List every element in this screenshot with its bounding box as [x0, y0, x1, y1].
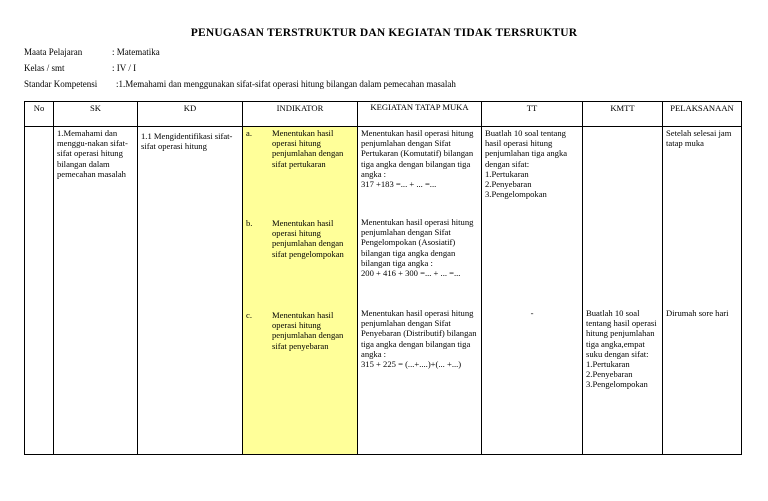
kmtt-item-1: 1.Pertukaran: [586, 359, 630, 370]
meta-subject-label: Maata Pelajaran: [24, 47, 83, 57]
cell-indikator: [243, 127, 358, 455]
cell-sk: 1.Memahami dan menggu-nakan sifat-sifat operasi hitung bilangan dalam pemecahan masalah: [54, 127, 138, 455]
table-header-row: [25, 102, 742, 127]
kegiatan-c: [361, 308, 478, 369]
meta-class: [24, 63, 136, 74]
header-kmtt: KMTT: [583, 102, 663, 127]
kegiatan-b: [361, 217, 478, 308]
header-tt: TT: [482, 102, 583, 127]
meta-class-value: : IV / I: [112, 63, 137, 73]
indikator-c-text: Menentukan hasil operasi hitung penjumlahan dengan sifat penyebaran: [272, 310, 344, 351]
indikator-b-letter: b.: [246, 218, 253, 228]
cell-kmtt: [583, 127, 663, 455]
pelaksanaan-2: Dirumah sore hari: [666, 308, 729, 318]
cell-pelaksanaan: [663, 127, 742, 455]
header-no: No: [25, 102, 54, 127]
cell-tt: [482, 127, 583, 455]
kegiatan-b-example: 200 + 416 + 300 =... + ... =...: [361, 268, 461, 279]
meta-competency: [24, 79, 456, 90]
indikator-a-letter: a.: [246, 128, 252, 138]
assignment-table: [24, 101, 742, 455]
indikator-a-text: Menentukan hasil operasi hitung penjumlahan dengan sifat pertukaran: [272, 128, 344, 169]
cell-kegiatan: [358, 127, 482, 455]
kegiatan-a: [361, 128, 478, 217]
meta-class-label: Kelas / smt: [24, 63, 65, 73]
tt-intro: Buatlah 10 soal tentang hasil operasi hitung penjumlahan tiga angka dengan sifat:: [485, 128, 568, 169]
kmtt-item-2: 2.Penyebaran: [586, 369, 633, 380]
indikator-c-letter: c.: [246, 310, 252, 320]
kegiatan-b-text: Menentukan hasil operasi hitung penjumlahan dengan Sifat Pengelompokan (Asosiatif) bilangan tiga angka dengan bilangan tiga angka :: [361, 217, 474, 268]
kd-text: 1.1 Mengidentifikasi sifat-sifat operasi hitung: [141, 131, 233, 152]
kegiatan-a-text: Menentukan hasil operasi hitung penjumlahan dengan Sifat Pertukaran (Komutatif) bilangan tiga angka dengan bilangan tiga angka :: [361, 128, 474, 179]
kmtt-intro: Buatlah 10 soal tentang hasil operasi hitung penjumlahan tiga angka,empat suku dengan sifat:: [586, 308, 657, 359]
header-indikator: INDIKATOR: [243, 102, 358, 127]
indikator-c: [243, 309, 357, 351]
tt-dash: -: [530, 308, 534, 318]
cell-no: [25, 127, 54, 455]
indikator-a: [243, 127, 357, 217]
kegiatan-c-example: 315 + 225 = (...+....)+(... +...): [361, 359, 462, 370]
meta-subject: [24, 47, 160, 58]
indikator-b: [243, 217, 357, 309]
meta-competency-label: Standar Kompetensi: [24, 79, 98, 89]
kegiatan-c-text: Menentukan hasil operasi hitung penjumlahan dengan Sifat Penyebaran (Distributif) bilangan tiga angka dengan bilangan tiga angka :: [361, 308, 477, 359]
table-row: [25, 127, 742, 455]
header-kd: KD: [138, 102, 243, 127]
cell-kd: [138, 127, 243, 455]
tt-item-1: 1.Pertukaran: [485, 168, 529, 179]
header-pelaksanaan: PELAKSANAAN: [663, 102, 742, 127]
header-kegiatan: KEGIATAN TATAP MUKA: [358, 102, 482, 127]
pelaksanaan-1: Setelah selesai jam tatap muka: [666, 128, 732, 149]
meta-competency-value: :1.Memahami dan menggunakan sifat-sifat operasi hitung bilangan dalam pemecahan masalah: [116, 79, 456, 89]
indikator-b-text: Menentukan hasil operasi hitung penjumlahan dengan sifat pengelompokan: [272, 218, 344, 259]
meta-subject-value: : Matematika: [112, 47, 160, 57]
tt-item-3: 3.Pengelompokan: [485, 189, 547, 200]
tt-item-2: 2.Penyebaran: [485, 179, 532, 190]
kegiatan-a-example: 317 +183 =... + ... =...: [361, 179, 437, 190]
header-sk: SK: [54, 102, 138, 127]
kmtt-item-3: 3.Pengelompokan: [586, 379, 648, 390]
document-title: PENUGASAN TERSTRUKTUR DAN KEGIATAN TIDAK TERSRUKTUR: [190, 27, 578, 39]
